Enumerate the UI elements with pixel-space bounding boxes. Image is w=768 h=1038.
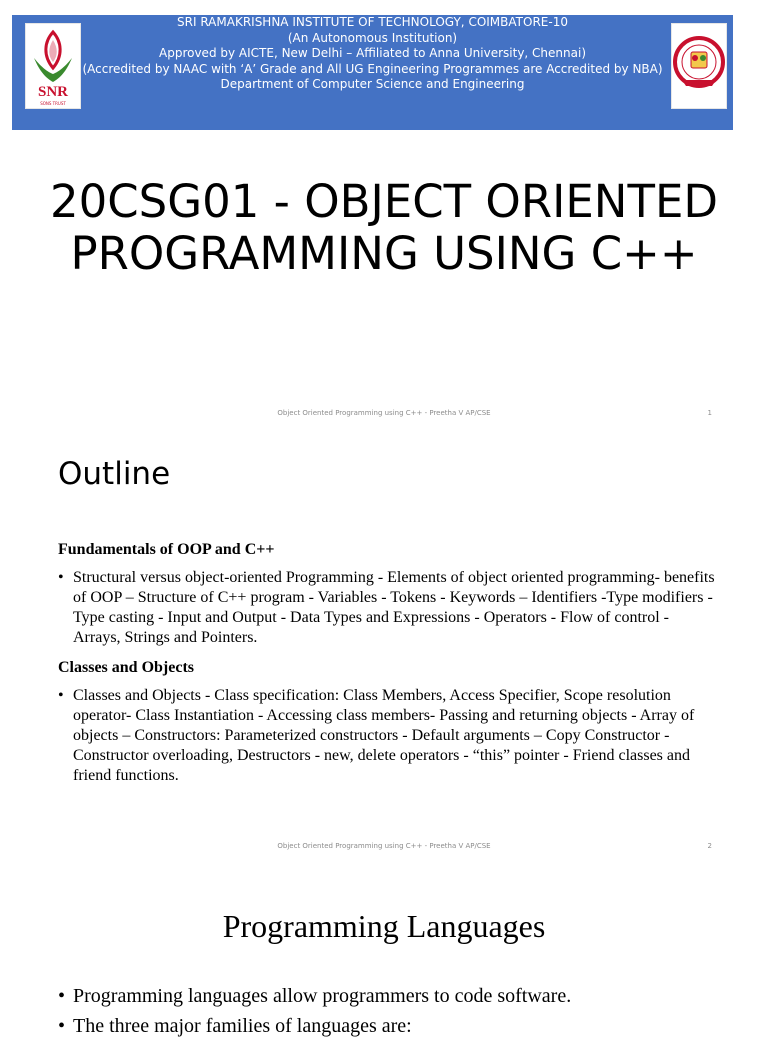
section-heading: Classes and Objects: [58, 659, 195, 676]
bullet-icon: •: [58, 985, 66, 1007]
section-classes-objects: [58, 658, 718, 786]
title-slide: [0, 0, 768, 432]
bullet-item: [58, 686, 718, 786]
banner-line-autonomous: (An Autonomous Institution): [287, 30, 458, 45]
page-number: 1: [707, 409, 712, 417]
snr-logo: [25, 23, 81, 109]
footer-text: Object Oriented Programming using C++ - Preetha V AP/CSE: [277, 409, 491, 417]
page-number: 2: [707, 842, 712, 850]
bullet-text: Structural versus object-oriented Programming - Elements of object oriented programming- benefits of OOP – Structure of C++ program - Variables - Tokens - Keywords – Identifiers -Type modifiers - Type casting - Input and Output - Data Types and Expressions - Operators - Flow of control - Arrays, Strings and Pointers.: [73, 569, 715, 646]
banner-line-approval: Approved by AICTE, New Delhi – Affiliated to Anna University, Chennai): [159, 46, 586, 60]
bullet-item: [58, 568, 718, 648]
bullet-text: The three major families of languages are:: [73, 1015, 412, 1037]
institution-banner: [12, 15, 733, 130]
footer-text: Object Oriented Programming using C++ - Preetha V AP/CSE: [277, 842, 491, 850]
snr-logo-subtext: SONS TRUST: [40, 101, 66, 106]
outline-slide: [0, 432, 768, 864]
programming-languages-slide: [0, 864, 768, 1037]
bullet-item: [58, 984, 738, 1008]
slide-title: Programming Languages: [222, 908, 546, 944]
banner-line-institute: SRI RAMAKRISHNA INSTITUTE OF TECHNOLOGY, COIMBATORE-10: [177, 15, 568, 29]
bullet-icon: •: [58, 687, 64, 704]
college-seal-icon: [671, 23, 727, 109]
bullet-text: Programming languages allow programmers to code software.: [73, 985, 572, 1007]
snr-logo-text: SNR: [37, 84, 69, 100]
bullet-text: Classes and Objects - Class specification: Class Members, Access Specifier, Scope resolution operator- Class Instantiation - Accessing class members- Passing and returning objects - Array of objects – Constructors: Parameterized constructors - Default arguments – Copy Constructor - Constructor overloading, Destructors - new, delete operators - “this” pointer - Friend classes and friend functions.: [73, 687, 695, 784]
bullet-item: [58, 1014, 738, 1038]
section-heading: Fundamentals of OOP and C++: [58, 541, 275, 558]
banner-text: [12, 15, 733, 93]
banner-line-accreditation: (Accredited by NAAC with ‘A’ Grade and All UG Engineering Programmes are Accredited by NBA): [82, 61, 663, 76]
banner-line-department: Department of Computer Science and Engineering: [220, 77, 525, 91]
bullet-icon: •: [58, 569, 64, 586]
course-title: 20CSG01 - OBJECT ORIENTED PROGRAMMING USING C++: [49, 175, 719, 280]
outline-title: Outline: [58, 456, 171, 492]
section-fundamentals: [58, 540, 718, 648]
bullet-icon: •: [58, 1015, 66, 1037]
